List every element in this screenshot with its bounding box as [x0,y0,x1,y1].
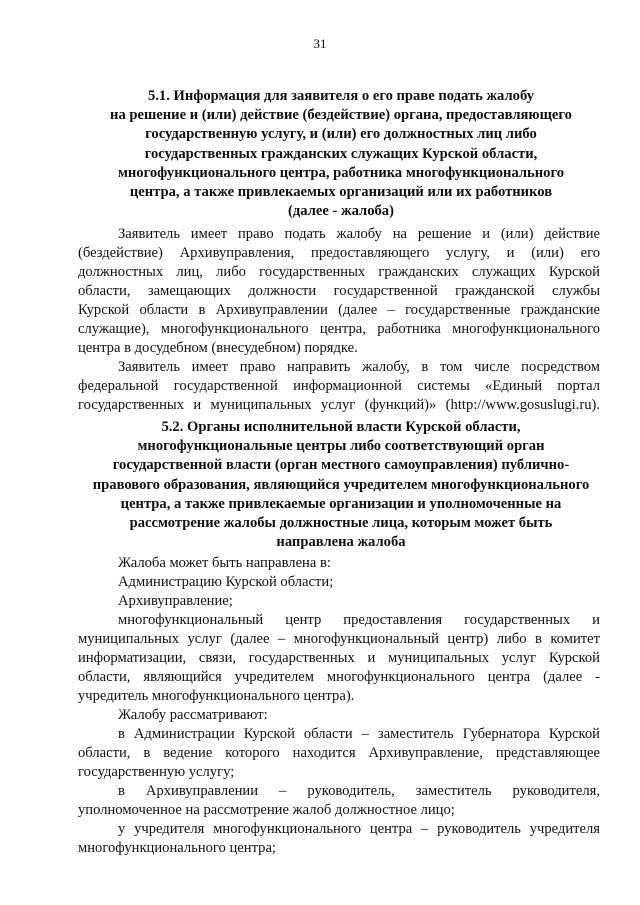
heading-line: государственную услугу, и (или) его должностных лиц либо [145,126,537,143]
heading-line: 5.2. Органы исполнительной власти Курской области, [161,419,521,435]
heading-line: центра, а также привлекаемые организации и уполномоченные на [120,495,562,512]
section-5-2-heading [84,418,598,552]
paragraph-line: Жалобу рассматривают: [118,707,268,723]
paragraph-line: Заявитель имеет право направить жалобу, в том числе посредством [118,359,600,375]
paragraph-line: информатизации, связи, государственных и муниципальных услуг Курской [78,650,600,666]
paragraph-line: центра в досудебном (внесудебном) порядке. [78,340,358,356]
list-item: в Архивуправлении – руководитель, заместитель руководителя, [118,783,600,799]
heading-line: направлена жалоба [276,534,406,551]
paragraph-line: должностных лиц, либо государственных гражданских служащих Курской [78,264,600,280]
heading-line: 5.1. Информация для заявителя о его праве подать жалобу [147,88,535,104]
paragraph-line: Заявитель имеет право подать жалобу на решение и (или) действие [118,226,600,242]
paragraph-line: области, в ведение которого находится Архивуправление, представляющее [78,745,600,761]
paragraph-line: многофункционального центра; [78,840,276,856]
heading-line: многофункционального центра, работника многофункционального [117,164,565,181]
paragraph-line: учредитель многофункционального центра). [78,688,355,704]
list-item: Администрацию Курской области; [118,574,334,590]
list-item: Архивуправление; [118,593,233,609]
list-item: в Администрации Курской области – заместитель Губернатора Курской [118,726,600,742]
heading-line: государственных гражданских служащих Курской области, [144,145,538,162]
paragraph-line: Жалоба может быть направлена в: [118,555,331,571]
section-5-1-heading [84,87,598,221]
paragraph-line: государственных и муниципальных услуг (функций)» (http://www.gosuslugi.ru). [78,397,600,413]
heading-line: на решение и (или) действие (бездействие) органа, предоставляющего [110,107,572,124]
heading-line: центра, а также привлекаемых организаций или их работников [129,184,553,201]
paragraph-line: области, замещающих должности государственной гражданской службы [78,283,600,299]
page-number: 31 [313,36,327,51]
paragraph-line: государственную услугу; [78,764,235,780]
heading-line: государственной власти (орган местного самоуправления) публично- [112,457,570,474]
heading-line: правового образования, являющийся учредителем многофункционального [92,476,590,493]
heading-line: (далее - жалоба) [288,203,394,220]
paragraph-line: служащие), многофункционального центра, работника многофункционального [78,321,600,337]
paragraph-line: Курской области в Архивуправлении (далее – государственные гражданские [78,302,600,318]
heading-line: рассмотрение жалобы должностные лица, которым может быть [129,515,553,532]
paragraph-line: уполномоченное на рассмотрение жалоб должностное лицо; [78,802,455,818]
paragraph-line: муниципальных услуг (далее – многофункциональный центр) либо в комитет [78,631,600,647]
list-item: многофункциональный центр предоставления государственных и [118,612,600,628]
paragraph-line: федеральной государственной информационной системы «Единый портал [78,378,600,394]
paragraph-line: (бездействие) Архивуправления, предоставляющего услугу, и (или) его [78,245,600,261]
list-item: у учредителя многофункционального центра – руководитель учредителя [118,821,600,837]
paragraph-line: области, являющийся учредителем многофункционального центра (далее - [78,669,600,685]
heading-line: многофункциональные центры либо соответствующий орган [137,438,545,455]
